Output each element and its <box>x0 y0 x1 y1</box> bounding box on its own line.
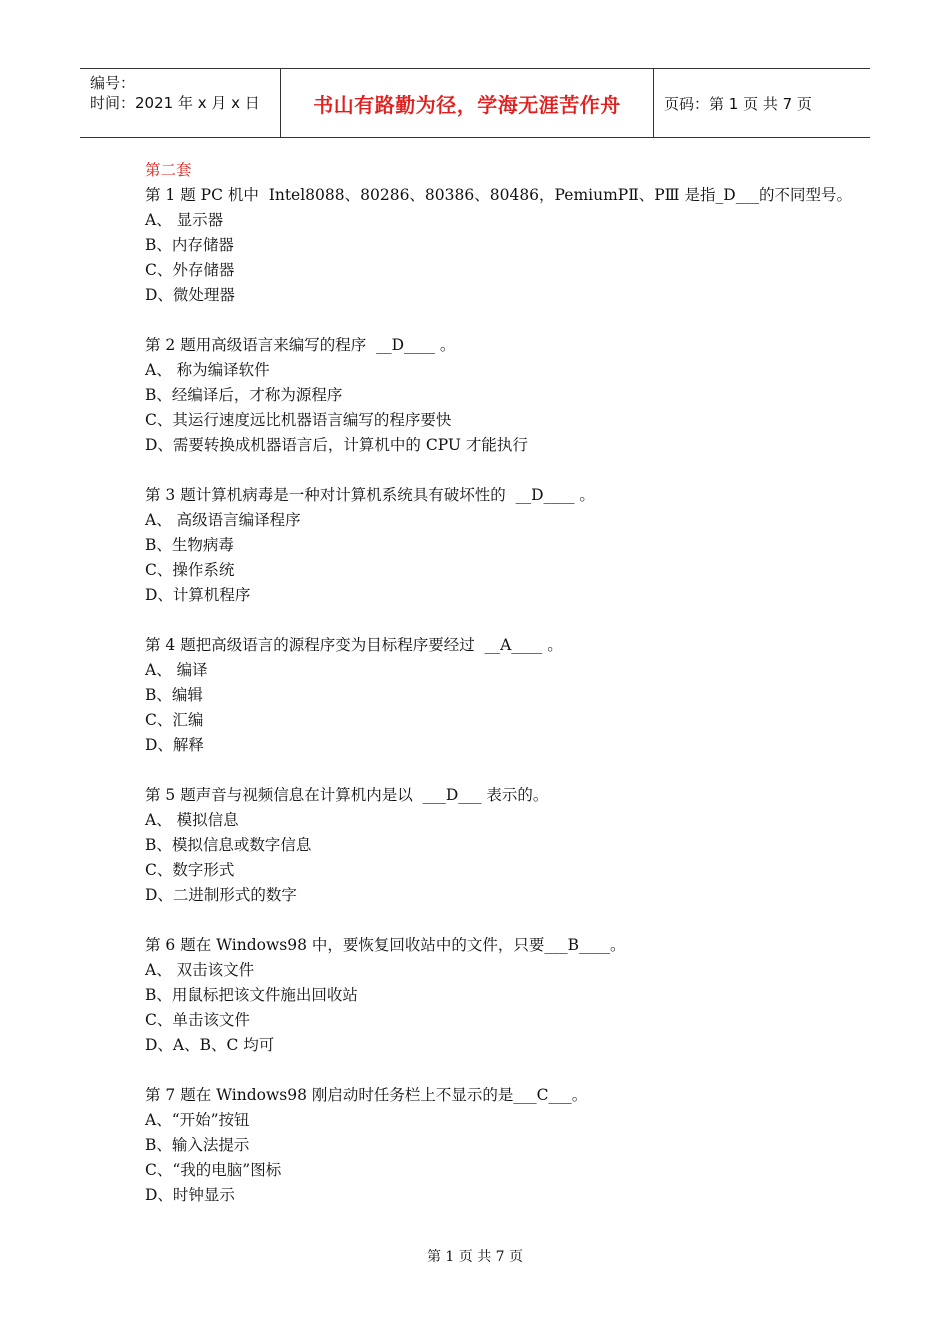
answer-option: D、微处理器 <box>145 286 235 304</box>
question-block <box>145 783 845 908</box>
answer-option: B、输入法提示 <box>145 1136 250 1154</box>
answer-option: D、计算机程序 <box>145 586 251 604</box>
answer-option: B、编辑 <box>145 686 203 704</box>
answer-option: A、 编译 <box>145 661 208 679</box>
answer-option: D、解释 <box>145 736 204 754</box>
answer-option: D、时钟显示 <box>145 1186 235 1204</box>
question-block <box>145 633 845 758</box>
answer-option: A、 显示器 <box>145 211 224 229</box>
answer-option: B、生物病毒 <box>145 536 234 554</box>
document-body <box>145 158 852 1233</box>
number-label: 编号： <box>90 74 136 92</box>
answer-option: C、“我的电脑”图标 <box>145 1161 282 1179</box>
set-title: 第二套 <box>145 161 192 179</box>
header-meta <box>80 69 281 137</box>
answer-option: D、需要转换成机器语言后，计算机中的 CPU 才能执行 <box>145 436 528 454</box>
answer-option: A、 模拟信息 <box>145 811 239 829</box>
answer-option: C、汇编 <box>145 711 204 729</box>
question-stem: 第 4 题把高级语言的源程序变为目标程序要经过 __A____ 。 <box>145 636 563 654</box>
time-label: 时间：2021 年 x 月 x 日 <box>90 94 260 112</box>
question-stem: 第 6 题在 Windows98 中，要恢复回收站中的文件，只要___B____。 <box>145 936 626 954</box>
header-motto: 书山有路勤为径，学海无涯苦作舟 <box>281 69 654 137</box>
answer-option: B、内存储器 <box>145 236 234 254</box>
question-block <box>145 483 845 608</box>
answer-option: A、 高级语言编译程序 <box>145 511 301 529</box>
answer-option: B、模拟信息或数字信息 <box>145 836 312 854</box>
page-header <box>80 68 870 138</box>
question-stem: 第 3 题计算机病毒是一种对计算机系统具有破坏性的 __D____ 。 <box>145 486 595 504</box>
question-stem: 第 1 题 PC 机中 Intel8088、80286、80386、80486，PemiumPⅡ、PⅢ 是指_D___的不同型号。 <box>145 186 852 204</box>
answer-option: B、经编译后，才称为源程序 <box>145 386 343 404</box>
answer-option: A、“开始”按钮 <box>145 1111 250 1129</box>
answer-option: C、其运行速度远比机器语言编写的程序要快 <box>145 411 452 429</box>
answer-option: A、 双击该文件 <box>145 961 255 979</box>
question-block <box>145 1083 845 1208</box>
header-page-info: 页码：第 1 页 共 7 页 <box>664 94 812 113</box>
question-stem: 第 7 题在 Windows98 刚启动时任务栏上不显示的是___C___。 <box>145 1086 588 1104</box>
question-list <box>145 183 852 1208</box>
answer-option: C、数字形式 <box>145 861 235 879</box>
question-stem: 第 5 题声音与视频信息在计算机内是以 ___D___ 表示的。 <box>145 786 549 804</box>
answer-option: A、 称为编译软件 <box>145 361 270 379</box>
answer-option: D、A、B、C 均可 <box>145 1036 275 1054</box>
question-block <box>145 933 845 1058</box>
answer-option: B、用鼠标把该文件施出回收站 <box>145 986 358 1004</box>
answer-option: C、操作系统 <box>145 561 235 579</box>
answer-option: D、二进制形式的数字 <box>145 886 297 904</box>
page-footer: 第 1 页 共 7 页 <box>426 1249 524 1265</box>
question-block <box>145 183 852 308</box>
answer-option: C、外存储器 <box>145 261 235 279</box>
question-block <box>145 333 845 458</box>
question-stem: 第 2 题用高级语言来编写的程序 __D____ 。 <box>145 336 456 354</box>
answer-option: C、单击该文件 <box>145 1011 250 1029</box>
